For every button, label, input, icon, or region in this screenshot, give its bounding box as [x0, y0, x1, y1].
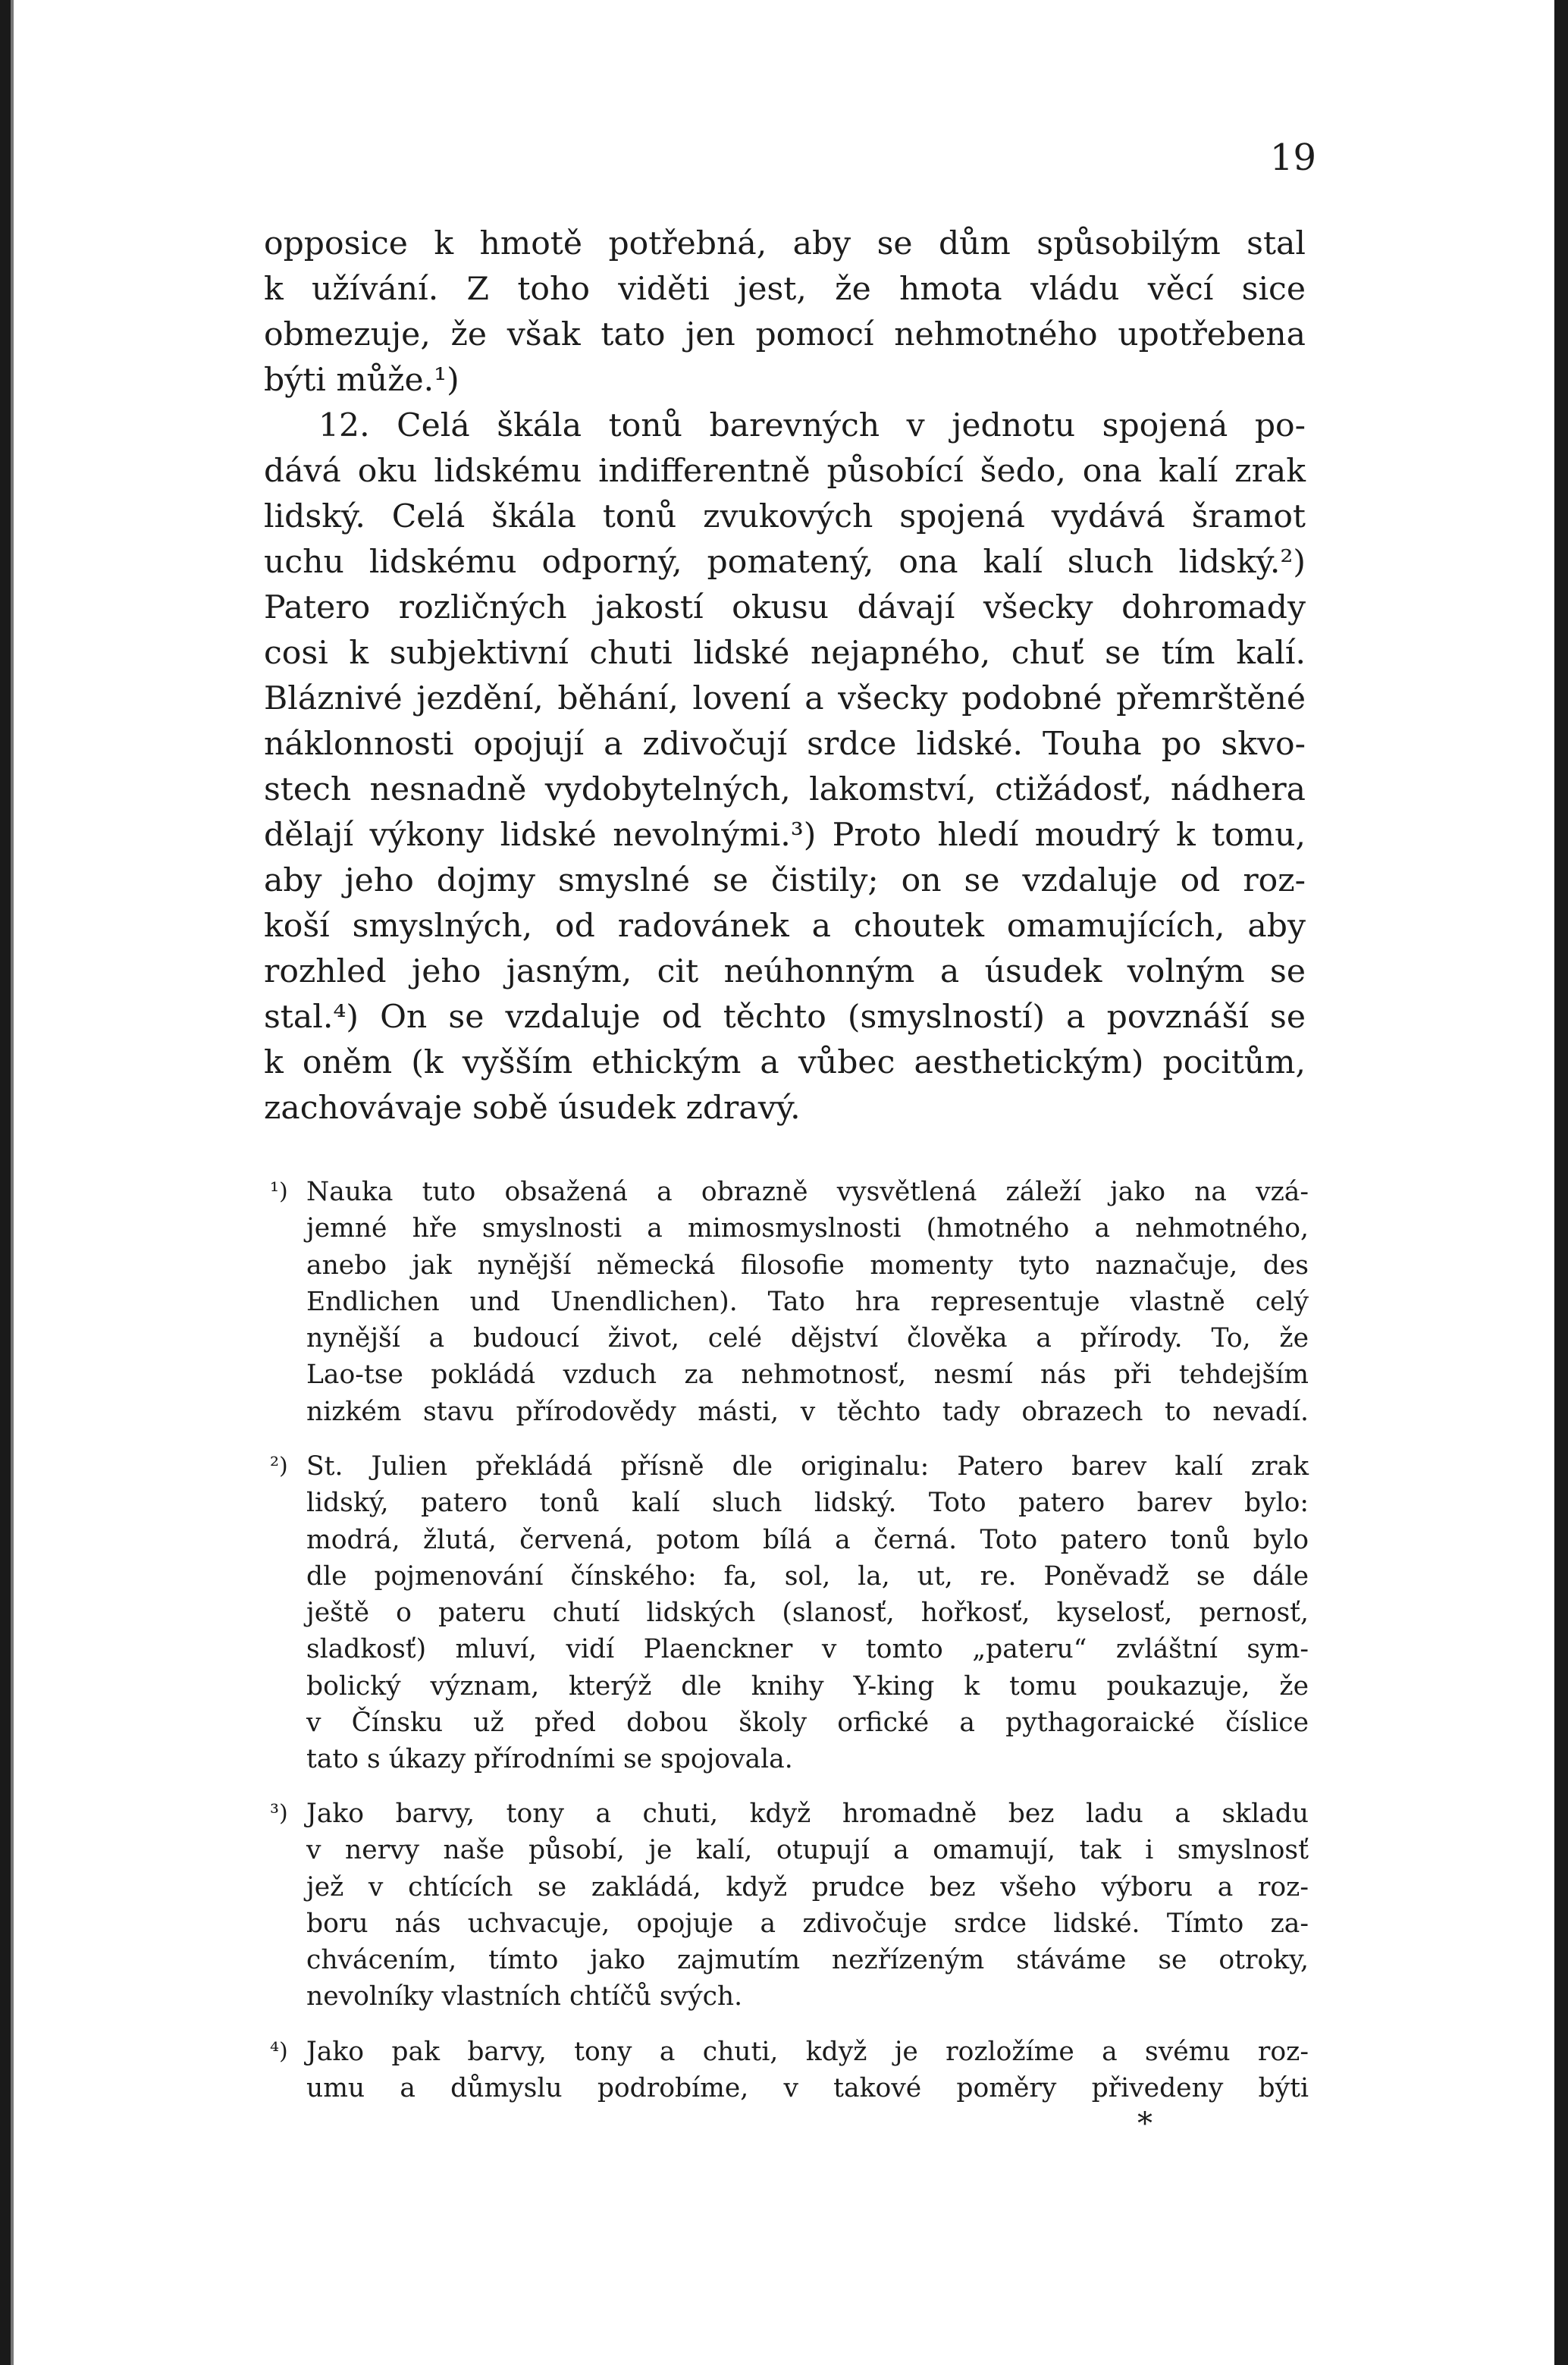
main-text-line: Patero rozličných jakostí okusu dávají všecky dohromady — [264, 589, 1306, 626]
footnote-line: Nauka tuto obsažená a obrazně vysvětlená záleží jako na vzá- — [306, 1177, 1309, 1207]
footnote-line: jemné hře smyslnosti a mimosmyslnosti (hmotného a nehmotného, — [306, 1213, 1309, 1244]
main-text-line: k oněm (k vyšším ethickým a vůbec aesthetickým) pocitům, — [264, 1044, 1306, 1081]
main-text-line: lidský. Celá škála tonů zvukových spojená vydává šramot — [264, 498, 1306, 535]
footnote-line: tato s úkazy přírodními se spojovala. — [306, 1744, 793, 1775]
scan-border-right — [1554, 0, 1568, 2365]
footnote-line: St. Julien překládá přísně dle originalu: Patero barev kalí zrak — [306, 1451, 1309, 1482]
footnote-line: v Čínsku už před dobou školy orfické a pythagoraické číslice — [306, 1708, 1309, 1739]
main-text-line: aby jeho dojmy smyslné se čistily; on se vzdaluje od roz- — [264, 862, 1306, 899]
footnote-line: nevolníky vlastních chtíčů svých. — [306, 1981, 743, 2012]
main-text-line: náklonnosti opojují a zdivočují srdce lidské. Touha po skvo- — [264, 726, 1306, 763]
main-text-line: cosi k subjektivní chuti lidské nejapného, chuť se tím kalí. — [264, 635, 1306, 672]
footnote-line: Endlichen und Unendlichen). Tato hra representuje vlastně celý — [306, 1286, 1309, 1317]
footnote-line: chvácením, tímto jako zajmutím nezřízeným stáváme se otroky, — [306, 1945, 1309, 1976]
footnote-line: bolický význam, kterýž dle knihy Y-king k tomu poukazuje, že — [306, 1670, 1309, 1702]
footnote-marker: ²) — [270, 1453, 288, 1479]
footnote-line: modrá, žlutá, červená, potom bílá a černá. Toto patero tonů bylo — [306, 1524, 1309, 1555]
footnote-line: ještě o pateru chutí lidských (slanosť, hořkosť, kyselosť, pernosť, — [306, 1598, 1309, 1629]
main-text-line: obmezuje, že však tato jen pomocí nehmotného upotřebena — [264, 316, 1306, 353]
footnote-line: sladkosť) mluví, vidí Plaenckner v tomto „pateru“ zvláštní sym- — [306, 1634, 1309, 1665]
footnote-1 — [270, 1174, 1309, 1430]
footnote-line: Lao-tse pokládá vzduch za nehmotnosť, nesmí nás při tehdejším — [306, 1360, 1309, 1391]
footnote-line: nizkém stavu přírodovědy másti, v těchto tady obrazech to nevadí. — [306, 1396, 1309, 1427]
footnote-marker: ¹) — [270, 1178, 288, 1205]
main-text-line: koší smyslných, od radovánek a choutek omamujících, aby — [264, 908, 1306, 945]
main-text-line: dělají výkony lidské nevolnými.³) Proto hledí moudrý k tomu, — [264, 817, 1306, 854]
main-text-line: dává oku lidskému indifferentně působící šedo, ona kalí zrak — [264, 453, 1306, 490]
footnote-line: v nervy naše působí, je kalí, otupují a omamují, tak i smyslnosť — [306, 1835, 1309, 1866]
scan-border-left — [0, 0, 11, 2365]
footnote-line: jež v chtících se zakládá, když prudce bez všeho výboru a roz- — [306, 1871, 1309, 1902]
footnote-line: lidský, patero tonů kalí sluch lidský. Toto patero barev bylo: — [306, 1488, 1309, 1519]
page-catchword-asterisk: * — [1137, 2106, 1152, 2141]
main-text-line: rozhled jeho jasným, cit neúhonným a úsudek volným se — [264, 953, 1306, 990]
main-text — [264, 221, 1306, 1131]
main-text-line: Bláznivé jezdění, běhání, lovení a všecky podobné přemrštěné — [264, 680, 1306, 717]
footnote-line: anebo jak nynější německá filosofie momenty tyto naznačuje, des — [306, 1250, 1309, 1281]
footnote-line: Jako pak barvy, tony a chuti, když je rozložíme a svému roz- — [306, 2037, 1309, 2067]
footnote-line: Jako barvy, tony a chuti, když hromadně bez ladu a skladu — [306, 1799, 1309, 1829]
footnote-2 — [270, 1448, 1309, 1778]
footnote-line: umu a důmyslu podrobíme, v takové poměry přivedeny býti — [306, 2073, 1309, 2104]
main-text-line: 12. Celá škála tonů barevných v jednotu spojená po- — [318, 407, 1306, 444]
scan-border-left-shade — [11, 0, 14, 2365]
main-text-line: uchu lidskému odporný, pomatený, ona kalí sluch lidský.²) — [264, 544, 1306, 581]
footnote-line: nynější a budoucí život, celé dějství člověka a přírody. To, že — [306, 1323, 1309, 1354]
footnote-line: dle pojmenování čínského: fa, sol, la, ut, re. Poněvadž se dále — [306, 1560, 1309, 1592]
main-text-line: býti může.¹) — [264, 362, 459, 399]
main-text-line: zachovávaje sobě úsudek zdravý. — [264, 1090, 801, 1127]
footnote-line: boru nás uchvacuje, opojuje a zdivočuje srdce lidské. Tímto za- — [306, 1908, 1309, 1939]
main-text-line: stech nesnadně vydobytelných, lakomství, ctižádosť, nádhera — [264, 771, 1306, 808]
footnote-3 — [270, 1796, 1309, 2015]
footnote-marker: ³) — [270, 1800, 288, 1827]
footnote-marker: ⁴) — [270, 2038, 288, 2065]
page-number: 19 — [1269, 136, 1316, 179]
main-text-line: stal.⁴) On se vzdaluje od těchto (smyslností) a povznáší se — [264, 999, 1306, 1036]
main-text-line: opposice k hmotě potřebná, aby se dům spůsobilým stal — [264, 225, 1306, 262]
main-text-line: k užívání. Z toho viděti jest, že hmota vládu věcí sice — [264, 271, 1306, 308]
footnote-4 — [270, 2034, 1309, 2107]
